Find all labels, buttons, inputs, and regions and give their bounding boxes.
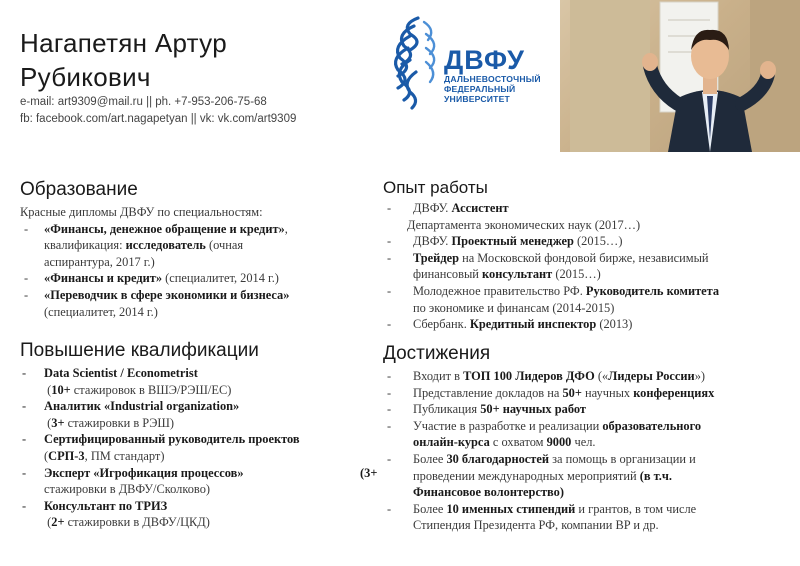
logo-line-2: ФЕДЕРАЛЬНЫЙ	[444, 84, 516, 94]
achievement-item: - Более 30 благодарностей за помощь в организации и проведении международных мероприятий (в т.ч. Финансовое волонтерство)	[383, 451, 798, 501]
contact-social: fb: facebook.com/art.nagapetyan || vk: vk.com/art9309	[20, 113, 297, 125]
education-title: Образование	[20, 179, 138, 200]
logo-line-1: ДАЛЬНЕВОСТОЧНЫЙ	[444, 74, 541, 84]
achievement-item: - Публикация 50+ научных работ	[383, 401, 798, 418]
logo-line-3: УНИВЕРСИТЕТ	[444, 94, 510, 104]
achievement-item: - Более 10 именных стипендий и грантов, в том числе Стипендия Президента РФ, компании BP и др.	[383, 501, 798, 534]
achievement-item: - Представление докладов на 50+ научных конференциях	[383, 385, 798, 402]
contact-email-phone: e-mail: art9309@mail.ru || ph. +7-953-206-75-68	[20, 96, 267, 108]
dvfu-emblem-icon	[388, 12, 448, 112]
experience-item: - ДВФУ. Ассистент Департамента экономических наук (2017…)	[383, 200, 793, 233]
training-item: - Консультант по ТРИЗ (2+ стажировки в ДВФУ/ЦКД)	[20, 498, 380, 531]
education-intro: Красные дипломы ДВФУ по специальностям:	[20, 205, 263, 219]
education-item: - «Финансы и кредит» (специалитет, 2014 г.)	[20, 270, 370, 287]
training-title: Повышение квалификации	[20, 340, 259, 361]
training-section	[20, 365, 380, 531]
experience-item: - Молодежное правительство РФ. Руководитель комитета по экономике и финансам (2014-2015)	[383, 283, 793, 316]
achievements-title: Достижения	[383, 343, 491, 364]
experience-item: - Трейдер на Московской фондовой бирже, независимый финансовый консультант (2015…)	[383, 250, 793, 283]
achievements-section	[383, 368, 798, 534]
education-section	[20, 204, 370, 320]
experience-title: Опыт работы	[383, 178, 488, 197]
training-item: - Аналитик «Industrial organization» (3+ стажировки в РЭШ)	[20, 398, 380, 431]
name-line-1: Нагапетян Артур	[20, 28, 227, 58]
person-name	[20, 26, 227, 94]
experience-item: - Сбербанк. Кредитный инспектор (2013)	[383, 316, 793, 333]
achievement-item: - Участие в разработке и реализации образовательного онлайн-курса с охватом 9000 чел.	[383, 418, 798, 451]
training-item: - Сертифицированный руководитель проектов (СРП-3, ПМ стандарт)	[20, 431, 380, 464]
university-logo	[388, 12, 548, 112]
name-line-2: Рубикович	[20, 62, 151, 92]
education-item: - «Финансы, денежное обращение и кредит», квалификация: исследователь (очная аспирантура, 2017 г.)	[20, 221, 370, 271]
education-item: - «Переводчик в сфере экономики и бизнеса» (специалитет, 2014 г.)	[20, 287, 370, 320]
training-item: - Эксперт «Игрофикация процессов» (3+ стажировки в ДВФУ/Сколково)	[20, 465, 380, 498]
training-item: - Data Scientist / Econometrist (10+ стажировок в ВШЭ/РЭШ/ЕС)	[20, 365, 380, 398]
experience-section	[383, 200, 793, 333]
experience-item: - ДВФУ. Проектный менеджер (2015…)	[383, 233, 793, 250]
achievement-item: - Входит в ТОП 100 Лидеров ДФО («Лидеры России»)	[383, 368, 798, 385]
speaker-illustration	[560, 0, 800, 152]
training-aside: (3+	[360, 465, 378, 480]
logo-text	[444, 46, 541, 104]
logo-abbreviation: ДВФУ	[444, 45, 525, 75]
portrait-photo	[560, 0, 800, 152]
